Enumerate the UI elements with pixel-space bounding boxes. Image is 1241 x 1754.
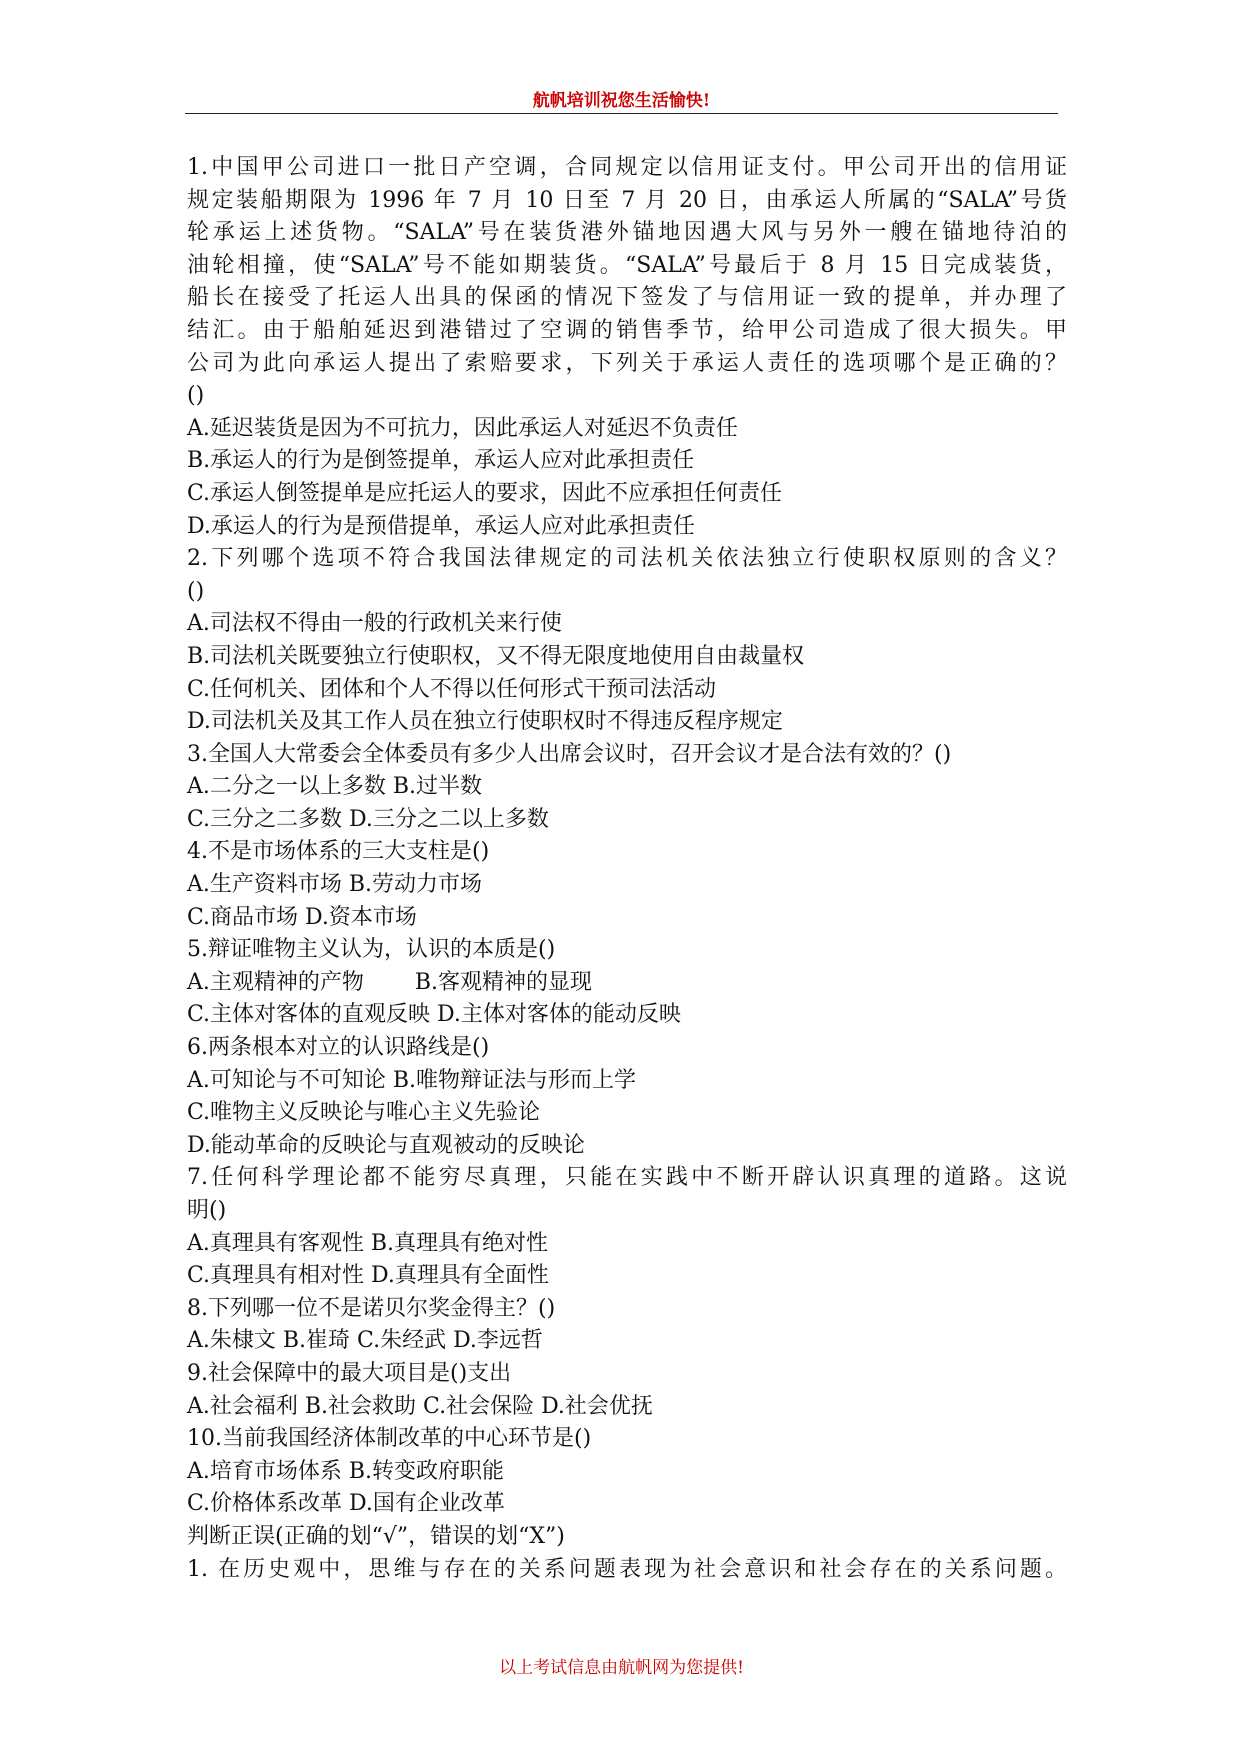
text-line: C.承运人倒签提单是应托运人的要求，因此不应承担任何责任 (187, 480, 783, 506)
page-header: 航帆培训祝您生活愉快! (532, 91, 711, 111)
page-footer: 以上考试信息由航帆网为您提供! (499, 1658, 744, 1678)
text-line: 7.任何科学理论都不能穷尽真理，只能在实践中不断开辟认识真理的道路。这说 (187, 1165, 1067, 1191)
text-line: D.司法机关及其工作人员在独立行使职权时不得违反程序规定 (187, 709, 783, 735)
text-line: 规定装船期限为 1996 年 7 月 10 日至 7 月 20 日，由承运人所属的“SALA”号货 (187, 187, 1067, 213)
text-line: A.真理具有客观性 B.真理具有绝对性 (187, 1230, 549, 1256)
text-line: C.唯物主义反映论与唯心主义先验论 (187, 1100, 541, 1126)
text-line: C.商品市场 D.资本市场 (187, 904, 417, 930)
document-body (187, 152, 1067, 1586)
text-line: 轮承运上述货物。“SALA”号在装货港外锚地因遇大风与另外一艘在锚地待泊的 (187, 220, 1067, 246)
text-line: B.司法机关既要独立行使职权，又不得无限度地使用自由裁量权 (187, 643, 805, 669)
header-rule (185, 113, 1058, 114)
text-line: A.朱棣文 B.崔琦 C.朱经武 D.李远哲 (187, 1328, 543, 1354)
text-line: A.培育市场体系 B.转变政府职能 (187, 1458, 505, 1484)
text-line: A.社会福利 B.社会救助 C.社会保险 D.社会优抚 (187, 1393, 653, 1419)
text-line: () (187, 383, 205, 409)
text-line: D.承运人的行为是预借提单，承运人应对此承担责任 (187, 513, 695, 539)
text-line: A.司法权不得由一般的行政机关来行使 (187, 611, 562, 637)
text-line: () (187, 578, 205, 604)
text-line: A.生产资料市场 B.劳动力市场 (187, 872, 483, 898)
text-line: 公司为此向承运人提出了索赔要求，下列关于承运人责任的选项哪个是正确的？ (187, 350, 1067, 376)
text-line: 3.全国人大常委会全体委员有多少人出席会议时，召开会议才是合法有效的？() (187, 741, 952, 767)
text-line: B.承运人的行为是倒签提单，承运人应对此承担责任 (187, 448, 695, 474)
text-line: 2.下列哪个选项不符合我国法律规定的司法机关依法独立行使职权原则的含义？ (187, 546, 1067, 572)
text-line: A.二分之一以上多数 B.过半数 (187, 774, 483, 800)
text-line: 4.不是市场体系的三大支柱是() (187, 839, 490, 865)
text-line: 9.社会保障中的最大项目是()支出 (187, 1360, 512, 1386)
text-line: C.真理具有相对性 D.真理具有全面性 (187, 1263, 549, 1289)
text-line: 结汇。由于船舶延迟到港错过了空调的销售季节，给甲公司造成了很大损失。甲 (187, 317, 1067, 343)
text-line: 5.辩证唯物主义认为，认识的本质是() (187, 937, 556, 963)
text-line: 1. 在历史观中，思维与存在的关系问题表现为社会意识和社会存在的关系问题。 (187, 1556, 1067, 1582)
text-line: 判断正误(正确的划“√”，错误的划“X”) (187, 1523, 565, 1549)
text-line: C.主体对客体的直观反映 D.主体对客体的能动反映 (187, 1002, 681, 1028)
text-line: 船长在接受了托运人出具的保函的情况下签发了与信用证一致的提单，并办理了 (187, 285, 1067, 311)
text-line: C.三分之二多数 D.三分之二以上多数 (187, 806, 549, 832)
text-line: A.延迟装货是因为不可抗力，因此承运人对延迟不负责任 (187, 415, 738, 441)
text-line: D.能动革命的反映论与直观被动的反映论 (187, 1132, 585, 1158)
text-line: 油轮相撞，使“SALA”号不能如期装货。“SALA”号最后于 8 月 15 日完成装货， (187, 252, 1067, 278)
text-line: A.可知论与不可知论 B.唯物辩证法与形而上学 (187, 1067, 637, 1093)
text-line: 1.中国甲公司进口一批日产空调，合同规定以信用证支付。甲公司开出的信用证 (187, 155, 1067, 180)
text-line: C.任何机关、团体和个人不得以任何形式干预司法活动 (187, 676, 717, 702)
text-line: A.主观精神的产物 B.客观精神的显现 (187, 969, 593, 995)
text-line: C.价格体系改革 D.国有企业改革 (187, 1491, 505, 1517)
text-line: 10.当前我国经济体制改革的中心环节是() (187, 1426, 592, 1452)
text-line: 明() (187, 1198, 227, 1223)
text-line: 6.两条根本对立的认识路线是() (187, 1035, 490, 1061)
text-line: 8.下列哪一位不是诺贝尔奖金得主？() (187, 1295, 556, 1321)
